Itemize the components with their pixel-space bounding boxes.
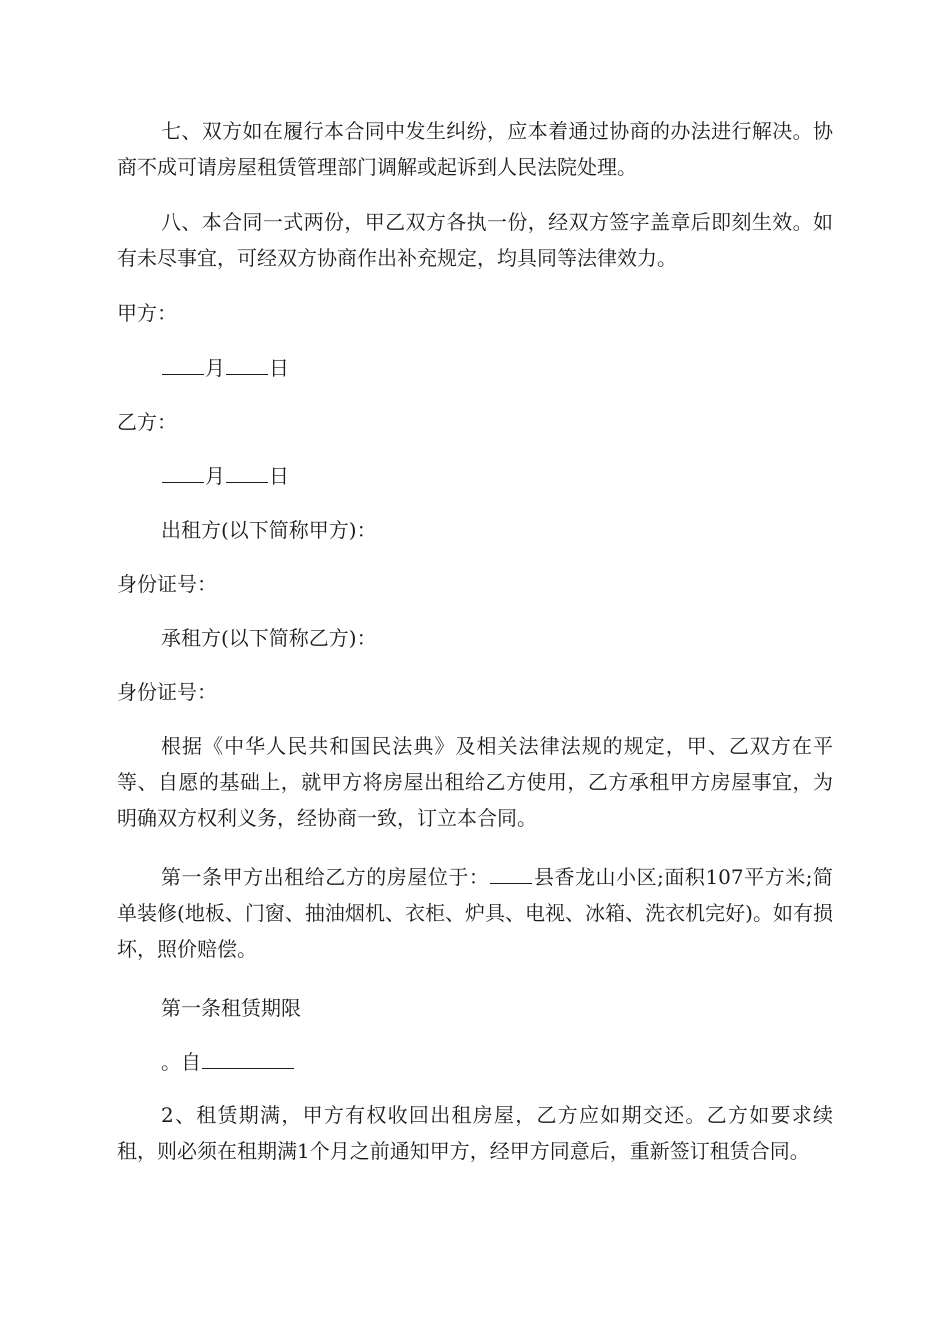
clause-eight: 八、本合同一式两份，甲乙双方各执一份，经双方签字盖章后即刻生效。如有未尽事宜，可经双方协商作出补充规定，均具同等法律效力。 — [117, 210, 833, 270]
party-b-label: 乙方： — [117, 410, 177, 434]
lessor-id-label: 身份证号： — [117, 572, 217, 596]
day-blank — [226, 352, 268, 375]
lessee-label: 承租方(以下简称乙方)： — [161, 626, 377, 650]
day-label: 日 — [269, 356, 289, 380]
term-start — [161, 1044, 295, 1080]
party-b-date — [161, 458, 289, 494]
clause-seven: 七、双方如在履行本合同中发生纠纷，应本着通过协商的办法进行解决。协商不成可请房屋租赁管理部门调解或起诉到人民法院处理。 — [117, 119, 833, 179]
lessee-id-label: 身份证号： — [117, 680, 217, 704]
day-blank — [226, 460, 268, 483]
contract-basis: 根据《中华人民共和国民法典》及相关法律法规的规定，甲、乙双方在平等、自愿的基础上，就甲方将房屋出租给乙方使用，乙方承租甲方房屋事宜，为明确双方权利义务，经协商一致，订立本合同。 — [117, 734, 833, 830]
party-a-label: 甲方： — [117, 301, 177, 325]
month-label: 月 — [205, 464, 225, 488]
article-one-prefix: 第一条甲方出租给乙方的房屋位于： — [161, 865, 490, 889]
term-from-label: 。自 — [161, 1050, 201, 1074]
month-blank — [162, 352, 204, 375]
county-blank — [490, 861, 532, 884]
month-blank — [162, 460, 204, 483]
article-one-location — [117, 859, 833, 967]
article-one-rest: 县香龙山小区;面积107平方米;简单装修(地板、门窗、抽油烟机、衣柜、炉具、电视、冰箱、洗衣机完好)。如有损坏，照价赔偿。 — [117, 865, 833, 961]
term-expiry-clause: 2、租赁期满，甲方有权收回出租房屋，乙方应如期交还。乙方如要求续租，则必须在租期满1个月之前通知甲方，经甲方同意后，重新签订租赁合同。 — [117, 1103, 833, 1163]
month-label: 月 — [205, 356, 225, 380]
term-start-blank — [202, 1046, 294, 1069]
party-a-date — [161, 350, 289, 386]
day-label: 日 — [269, 464, 289, 488]
lessor-label: 出租方(以下简称甲方)： — [161, 518, 377, 542]
article-one-term-heading: 第一条租赁期限 — [161, 996, 301, 1020]
